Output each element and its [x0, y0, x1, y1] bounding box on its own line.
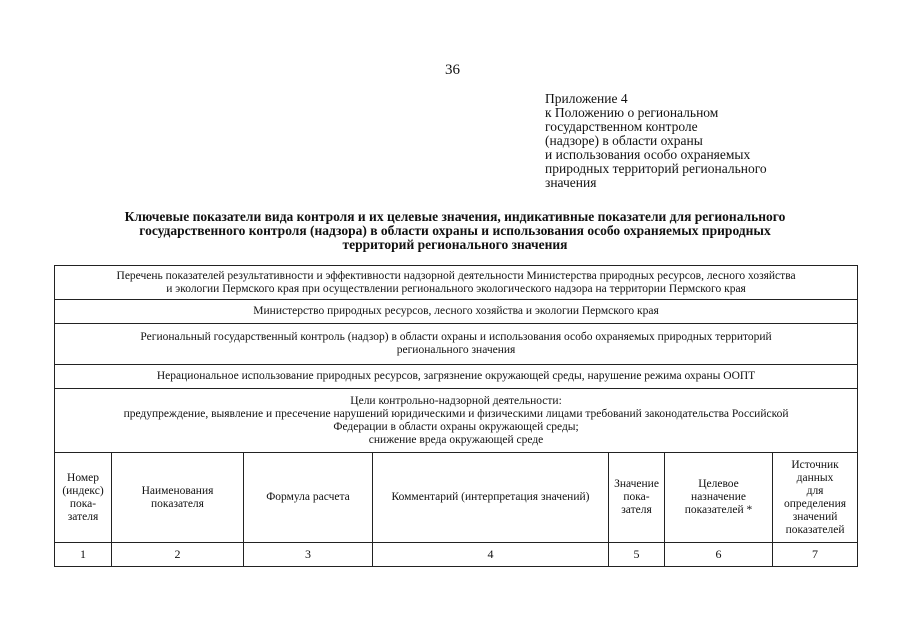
column-number-cell: 1 [55, 543, 112, 567]
appendix-note [545, 92, 835, 190]
indicators-table [54, 265, 858, 567]
header-line: показателей * [684, 504, 753, 516]
column-number-cell: 7 [773, 543, 858, 567]
section-line: снижение вреда окружающей среде [368, 433, 544, 446]
section-row-indicators-list [55, 266, 858, 300]
document-title [60, 210, 850, 252]
section-line: предупреждение, выявление и пресечение нарушений юридическими и физическими лицами требований законодательства Российской [123, 407, 789, 420]
column-number-cell: 4 [373, 543, 609, 567]
header-line: для [806, 484, 824, 497]
section-row-risks [55, 365, 858, 389]
header-line: значений [792, 510, 838, 523]
section-line: Федерации в области охраны окружающей среды; [333, 420, 579, 433]
section-cell [55, 365, 858, 389]
title-line: государственного контроля (надзора) в области охраны и использования особо охраняемых природных [139, 223, 771, 238]
header-line: Номер [67, 471, 99, 484]
header-line: Целевое [698, 478, 739, 490]
section-line: Нерациональное использование природных ресурсов, загрязнение окружающей среды, нарушение режима охраны ООПТ [156, 370, 756, 382]
appendix-line: значения [545, 175, 597, 190]
header-line: показателя [151, 497, 204, 510]
header-line: зателя [621, 504, 652, 516]
header-line: данных [796, 471, 834, 484]
section-row-control-type [55, 324, 858, 365]
column-number-cell: 6 [665, 543, 773, 567]
header-line: определения [784, 497, 847, 510]
header-line: Комментарий (интерпретация значений) [391, 491, 590, 503]
appendix-line: к Положению о региональном [545, 105, 719, 120]
column-header-index [55, 453, 112, 543]
appendix-line: (надзоре) в области охраны [545, 133, 703, 148]
appendix-line: государственном контроле [545, 119, 698, 134]
column-header-value [609, 453, 665, 543]
section-line: Перечень показателей результативности и эффективности надзорной деятельности Министерства природных ресурсов, лесного хозяйства [116, 269, 796, 282]
column-number-cell: 3 [244, 543, 373, 567]
header-line: (индекс) [62, 484, 104, 497]
section-row-goals [55, 389, 858, 453]
section-line: регионального значения [396, 344, 516, 356]
section-line: Региональный государственный контроль (надзор) в области охраны и использования особо охраняемых природных территорий [140, 331, 772, 343]
table-header-row [55, 453, 858, 543]
section-cell [55, 300, 858, 324]
appendix-line: природных территорий регионального [545, 161, 767, 176]
column-number-row [55, 543, 858, 567]
column-header-source [773, 453, 858, 543]
title-line: Ключевые показатели вида контроля и их целевые значения, индикативные показатели для регионального [124, 209, 786, 224]
column-number-cell: 2 [112, 543, 244, 567]
section-cell [55, 266, 858, 300]
column-header-target [665, 453, 773, 543]
column-header-comment [373, 453, 609, 543]
appendix-line: и использования особо охраняемых [545, 147, 751, 162]
section-line: и экологии Пермского края при осуществлении регионального экологического надзора на территории Пермского края [166, 282, 746, 295]
header-line: пока- [69, 497, 97, 510]
appendix-line: Приложение 4 [545, 91, 628, 106]
section-cell [55, 389, 858, 453]
column-header-formula [244, 453, 373, 543]
title-line: территорий регионального значения [342, 237, 568, 252]
header-line: Наименования [141, 484, 214, 497]
column-header-name [112, 453, 244, 543]
header-line: пока- [623, 491, 650, 503]
section-line: Цели контрольно-надзорной деятельности: [350, 394, 562, 407]
header-line: показателей [785, 523, 845, 536]
column-number-cell: 5 [609, 543, 665, 567]
header-line: назначение [691, 491, 746, 503]
header-line: Формула расчета [266, 491, 350, 503]
header-line: Источник [791, 458, 839, 471]
header-line: Значение [614, 478, 659, 490]
section-cell [55, 324, 858, 365]
section-row-ministry [55, 300, 858, 324]
section-line: Министерство природных ресурсов, лесного хозяйства и экологии Пермского края [253, 305, 659, 317]
page-number: 36 [445, 62, 460, 78]
header-line: зателя [67, 510, 99, 523]
